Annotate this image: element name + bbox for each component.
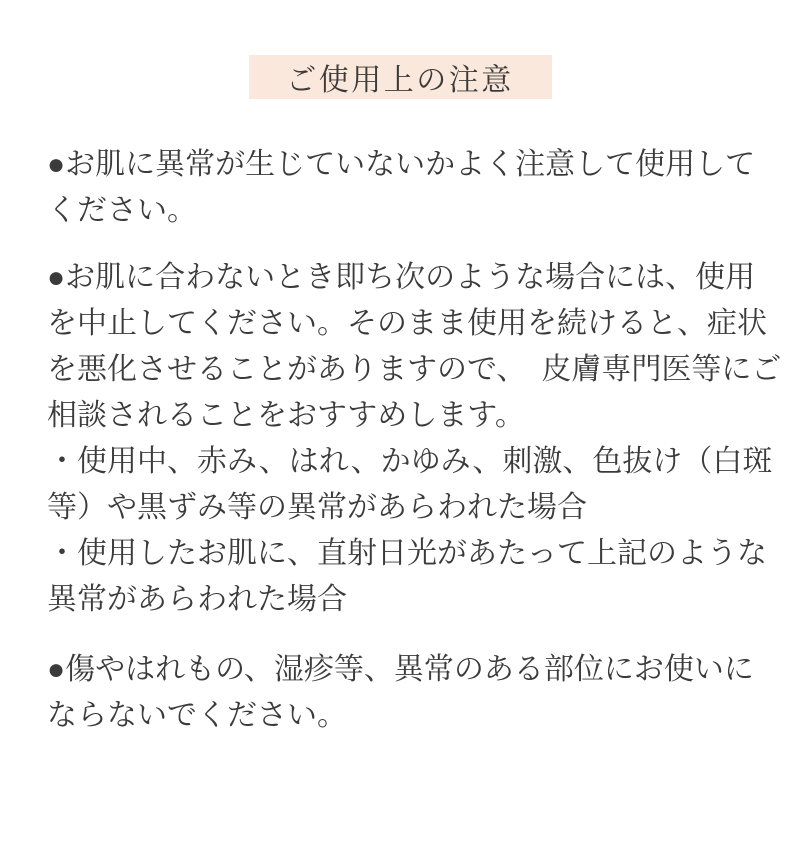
paragraph-skin-check — [47, 142, 760, 234]
text-line: ●お肌に異常が生じていないかよく注意して使用して — [47, 148, 756, 181]
caution-text-content — [0, 142, 800, 739]
text-line: ならないでください。 — [47, 699, 347, 732]
text-line: 等）や黒ずみ等の異常があらわれた場合 — [47, 491, 587, 524]
text-line-bullet: ・使用中、赤み、はれ、かゆみ、刺激、色抜け（白斑 — [47, 445, 773, 478]
text-line: ●傷やはれもの、湿疹等、異常のある部位にお使いに — [47, 653, 754, 686]
text-line: 異常があらわれた場合 — [47, 583, 347, 616]
text-line: 相談されることをおすすめします。 — [47, 399, 525, 432]
text-line: を悪化させることがありますので、 皮膚専門医等にご — [47, 353, 782, 386]
section-title: ご使用上の注意 — [286, 64, 514, 97]
text-line-bullet: ・使用したお肌に、直射日光があたって上記のような — [47, 537, 767, 570]
text-line: ください。 — [47, 194, 197, 227]
text-line: を中止してください。そのまま使用を続けると、症状 — [47, 307, 767, 340]
caution-page — [0, 55, 800, 855]
paragraph-avoid-damaged-skin — [47, 647, 760, 739]
paragraph-discontinue-use — [47, 255, 782, 623]
text-line: ●お肌に合わないとき即ち次のような場合には、使用 — [47, 261, 756, 294]
section-title-banner — [249, 55, 552, 99]
